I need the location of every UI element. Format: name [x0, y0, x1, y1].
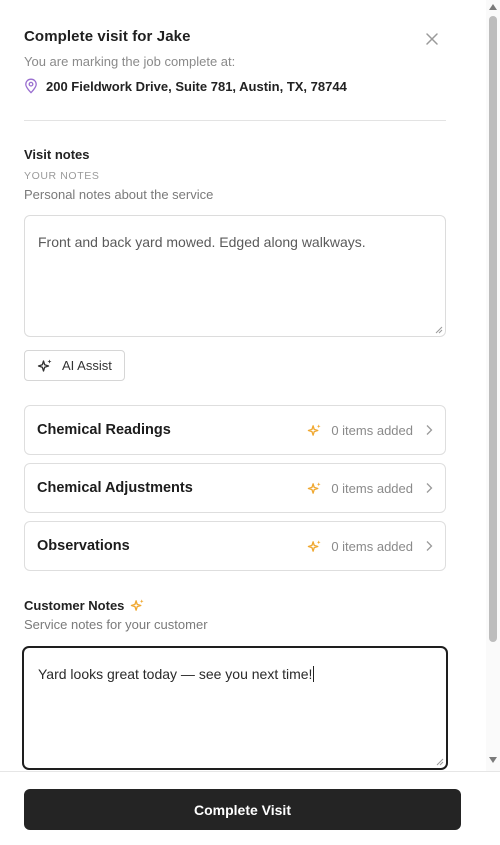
card-count: 0 items added [331, 422, 413, 438]
sparkle-icon [37, 358, 53, 374]
customer-notes-label-row [24, 597, 446, 613]
chevron-right-icon [425, 540, 433, 552]
scrollbar-thumb[interactable] [489, 16, 497, 642]
footer [0, 771, 500, 845]
resize-grip-icon[interactable] [435, 757, 444, 766]
divider [24, 120, 446, 121]
text-caret [313, 666, 314, 682]
card-count: 0 items added [331, 480, 413, 496]
card-meta [307, 481, 433, 496]
close-icon [424, 31, 440, 47]
sparkle-icon [307, 481, 322, 496]
card-title: Observations [37, 538, 130, 554]
visit-notes-label: Visit notes [24, 147, 90, 162]
sparkle-icon [130, 598, 145, 613]
card-meta [307, 423, 433, 438]
subtitle: You are marking the job complete at: [24, 54, 236, 69]
chevron-right-icon [425, 482, 433, 494]
complete-visit-button[interactable]: Complete Visit [24, 789, 461, 830]
card-title: Chemical Adjustments [37, 480, 193, 496]
sparkle-icon [307, 539, 322, 554]
card-count: 0 items added [331, 538, 413, 554]
scroll-up-arrow-icon[interactable] [489, 4, 497, 10]
header [24, 0, 446, 96]
scrollbar[interactable] [486, 0, 500, 771]
visit-notes-value: Front and back yard mowed. Edged along walkways. [38, 234, 366, 250]
card-chemical-adjustments[interactable] [24, 463, 446, 513]
job-address: 200 Fieldwork Drive, Suite 781, Austin, TX, 78744 [46, 78, 347, 94]
sparkle-icon [307, 423, 322, 438]
chevron-right-icon [425, 424, 433, 436]
close-button[interactable] [424, 31, 440, 47]
ai-assist-button[interactable] [24, 350, 125, 381]
visit-notes-textarea[interactable] [24, 215, 446, 337]
visit-notes-helper: Personal notes about the service [24, 187, 214, 202]
visit-form [24, 0, 446, 770]
customer-notes-textarea[interactable] [22, 646, 448, 770]
card-meta [307, 539, 433, 554]
card-title: Chemical Readings [37, 422, 171, 438]
page-title: Complete visit for Jake [24, 28, 191, 45]
scroll-down-arrow-icon[interactable] [489, 757, 497, 763]
your-notes-eyebrow: YOUR NOTES [24, 170, 100, 182]
card-observations[interactable] [24, 521, 446, 571]
customer-notes-label: Customer Notes [24, 597, 125, 613]
customer-notes-helper: Service notes for your customer [24, 617, 208, 632]
map-pin-icon [24, 78, 38, 94]
resize-grip-icon[interactable] [434, 325, 443, 334]
address-row [24, 76, 446, 96]
card-chemical-readings[interactable] [24, 405, 446, 455]
ai-assist-label: AI Assist [62, 358, 112, 373]
customer-notes-value: Yard looks great today — see you next time! [38, 666, 313, 682]
